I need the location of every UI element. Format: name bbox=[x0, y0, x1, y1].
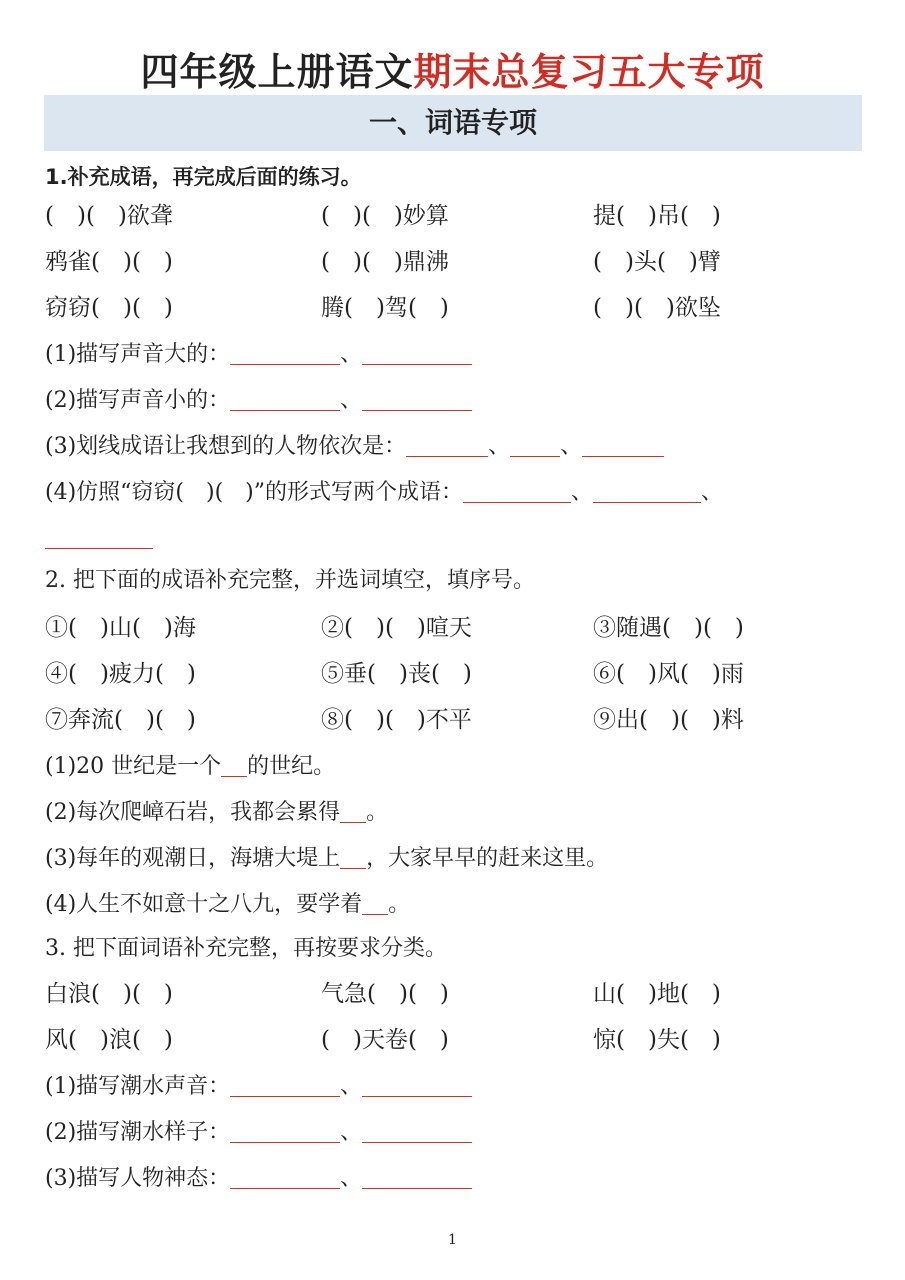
q2-row-3 bbox=[45, 704, 865, 736]
answer-blank[interactable] bbox=[406, 434, 488, 457]
idiom-cell: ⑤垂( )丧( ) bbox=[321, 661, 472, 687]
idiom-cell: ( )( )欲坠 bbox=[593, 295, 721, 321]
sentence-text: (2)每次爬嶂石岩，我都会累得 bbox=[45, 800, 341, 825]
q3-part-3 bbox=[45, 1164, 472, 1194]
answer-blank[interactable] bbox=[340, 846, 366, 869]
q2-sentence-3 bbox=[45, 844, 608, 874]
idiom-cell: 鸦雀( )( ) bbox=[45, 249, 173, 275]
section-banner: 一、词语专项 bbox=[44, 95, 862, 151]
idiom-cell: ⑥( )风( )雨 bbox=[593, 661, 744, 687]
q1-row-3 bbox=[45, 292, 865, 324]
separator: 、 bbox=[340, 388, 363, 413]
answer-blank[interactable] bbox=[362, 1166, 472, 1189]
answer-blank[interactable] bbox=[582, 434, 664, 457]
prompt-text: (1)描写潮水声音： bbox=[45, 1074, 231, 1099]
prompt-text: (2)描写潮水样子： bbox=[45, 1120, 231, 1145]
idiom-cell: ( )( )妙算 bbox=[321, 203, 449, 229]
answer-blank[interactable] bbox=[230, 1074, 340, 1097]
answer-blank[interactable] bbox=[593, 480, 701, 503]
title-part-red: 期末总复习五大专项 bbox=[413, 50, 765, 94]
prompt-text: (3)描写人物神态： bbox=[45, 1166, 231, 1191]
answer-blank[interactable] bbox=[221, 754, 247, 777]
q1-part-1 bbox=[45, 340, 472, 370]
idiom-cell: ②( )( )喧天 bbox=[321, 615, 472, 641]
idiom-cell: ①( )山( )海 bbox=[45, 615, 196, 641]
q1-row-2 bbox=[45, 246, 865, 278]
answer-blank[interactable] bbox=[510, 434, 560, 457]
idiom-cell: 惊( )失( ) bbox=[593, 1027, 721, 1053]
q3-part-2 bbox=[45, 1118, 472, 1148]
idiom-cell: ④( )疲力( ) bbox=[45, 661, 196, 687]
q1-heading: 1.补充成语，再完成后面的练习。 bbox=[45, 165, 362, 189]
answer-blank[interactable] bbox=[362, 388, 472, 411]
q1-part-3 bbox=[45, 432, 664, 462]
idiom-cell: ( )( )欲聋 bbox=[45, 203, 173, 229]
answer-blank[interactable] bbox=[362, 1074, 472, 1097]
sentence-text: 的世纪。 bbox=[247, 754, 336, 779]
idiom-cell: ③随遇( )( ) bbox=[593, 615, 744, 641]
page-title bbox=[0, 46, 905, 98]
answer-blank[interactable] bbox=[362, 892, 388, 915]
prompt-text: (2)描写声音小的： bbox=[45, 388, 231, 413]
sentence-text: (4)人生不如意十之八九，要学着 bbox=[45, 892, 363, 917]
idiom-cell: 山( )地( ) bbox=[593, 981, 721, 1007]
q1-part-2 bbox=[45, 386, 472, 416]
idiom-cell: 风( )浪( ) bbox=[45, 1027, 173, 1053]
q2-row-1 bbox=[45, 612, 865, 644]
idiom-cell: 白浪( )( ) bbox=[45, 981, 173, 1007]
q3-part-1 bbox=[45, 1072, 472, 1102]
q2-sentence-4 bbox=[45, 890, 410, 920]
answer-blank[interactable] bbox=[230, 1120, 340, 1143]
idiom-cell: ⑧( )( )不平 bbox=[321, 707, 472, 733]
q1-part-4 bbox=[45, 478, 723, 508]
idiom-cell: 窃窃( )( ) bbox=[45, 295, 173, 321]
q3-row-2 bbox=[45, 1024, 865, 1056]
idiom-cell: ( )天卷( ) bbox=[321, 1027, 449, 1053]
separator: 、 bbox=[340, 1120, 363, 1145]
prompt-text: (3)划线成语让我想到的人物依次是： bbox=[45, 434, 407, 459]
separator: 、 bbox=[488, 434, 511, 459]
q2-sentence-2 bbox=[45, 798, 388, 828]
sentence-text: (1)20 世纪是一个 bbox=[45, 754, 222, 779]
sentence-text: 。 bbox=[388, 892, 411, 917]
q2-heading: 2. 把下面的成语补充完整，并选词填空，填序号。 bbox=[45, 568, 535, 593]
prompt-text: (4)仿照“窃窃( )( )”的形式写两个成语： bbox=[45, 480, 463, 505]
sentence-text: ，大家早早的赶来这里。 bbox=[366, 846, 609, 871]
sentence-text: (3)每年的观潮日，海塘大堤上 bbox=[45, 846, 341, 871]
idiom-cell: ⑦奔流( )( ) bbox=[45, 707, 196, 733]
answer-blank[interactable] bbox=[340, 800, 366, 823]
idiom-cell: 气急( )( ) bbox=[321, 981, 449, 1007]
idiom-cell: 提( )吊( ) bbox=[593, 203, 721, 229]
separator: 、 bbox=[560, 434, 583, 459]
q3-heading: 3. 把下面词语补充完整，再按要求分类。 bbox=[45, 936, 447, 961]
separator: 、 bbox=[340, 342, 363, 367]
answer-blank[interactable] bbox=[230, 342, 340, 365]
answer-blank[interactable] bbox=[230, 388, 340, 411]
separator: 、 bbox=[701, 480, 724, 505]
answer-blank[interactable] bbox=[362, 342, 472, 365]
q1-row-1 bbox=[45, 200, 865, 232]
separator: 、 bbox=[340, 1074, 363, 1099]
answer-blank[interactable] bbox=[362, 1120, 472, 1143]
page-number: 1 bbox=[448, 1232, 457, 1248]
idiom-cell: ( )( )鼎沸 bbox=[321, 249, 449, 275]
q2-row-2 bbox=[45, 658, 865, 690]
idiom-cell: ⑨出( )( )料 bbox=[593, 707, 744, 733]
separator: 、 bbox=[571, 480, 594, 505]
title-part-black: 四年级上册语文 bbox=[140, 50, 414, 94]
answer-blank[interactable] bbox=[230, 1166, 340, 1189]
answer-blank[interactable] bbox=[45, 548, 153, 549]
q2-sentence-1 bbox=[45, 752, 335, 782]
sentence-text: 。 bbox=[366, 800, 389, 825]
separator: 、 bbox=[340, 1166, 363, 1191]
idiom-cell: 腾( )驾( ) bbox=[321, 295, 449, 321]
q3-row-1 bbox=[45, 978, 865, 1010]
prompt-text: (1)描写声音大的： bbox=[45, 342, 231, 367]
idiom-cell: ( )头( )臂 bbox=[593, 249, 721, 275]
answer-blank[interactable] bbox=[463, 480, 571, 503]
